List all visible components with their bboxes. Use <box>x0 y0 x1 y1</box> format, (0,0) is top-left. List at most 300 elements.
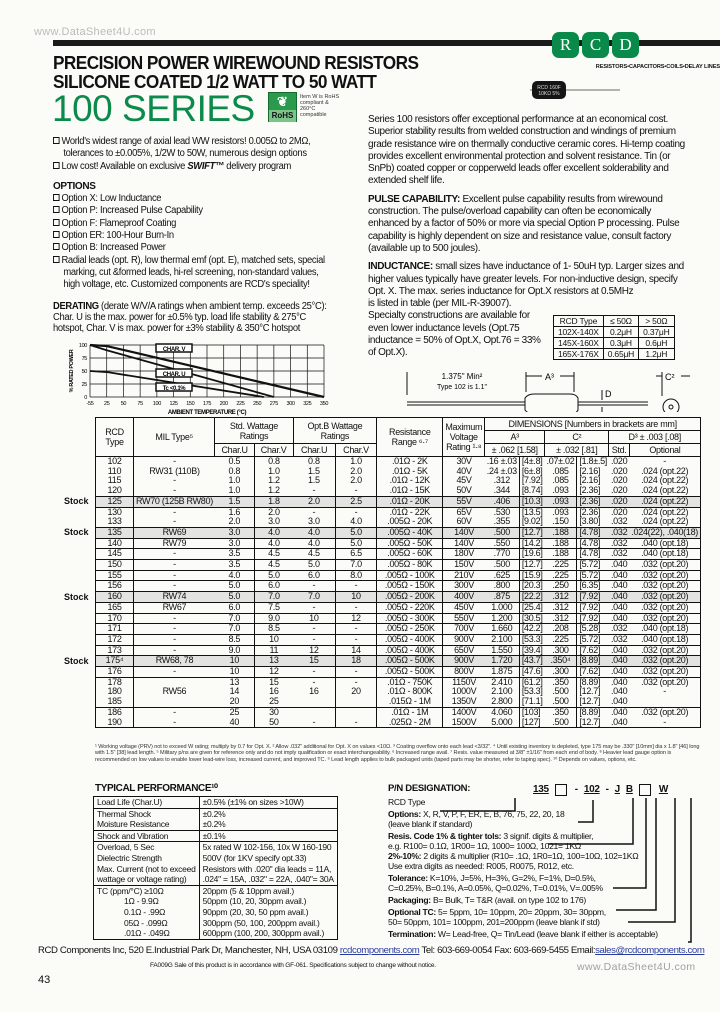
table-cell: .01Ω - 15K <box>377 486 443 496</box>
logo-letter: D <box>612 32 639 58</box>
table-cell: 140 <box>96 538 134 549</box>
table-cell: [2.16] <box>577 476 609 486</box>
table-cell: 0.1Ω - .99Ω <box>94 907 200 918</box>
table-cell: 133 <box>96 517 134 527</box>
performance-table <box>93 796 338 940</box>
table-row <box>96 697 701 707</box>
table-cell: .024 (opt.22) <box>641 465 689 476</box>
table-cell: 3.5 <box>215 549 254 560</box>
table-cell: .01Ω - 800K <box>377 687 443 697</box>
table-row <box>96 592 701 603</box>
table-cell: [20.3] <box>519 581 544 592</box>
table-row <box>96 527 701 538</box>
table-cell: RW56 <box>134 687 215 697</box>
checkbox-icon <box>53 162 60 169</box>
table-cell: Resistors with .020" dia leads = 11A, <box>199 864 337 875</box>
table-cell: 05Ω - .099Ω <box>94 918 200 929</box>
table-row <box>94 928 338 939</box>
dim-d-label: D <box>605 389 612 399</box>
col-c-tol: ± .032 [.81] <box>545 444 609 457</box>
table-cell: [47.6] <box>519 667 544 678</box>
table-cell: 1.0 <box>228 475 241 486</box>
pn-label: Tolerance: <box>388 873 428 883</box>
table-cell: 140V <box>443 527 485 538</box>
logo-letter: C <box>582 32 609 58</box>
col-optb-char-u: Char.U <box>293 444 335 457</box>
table-row <box>96 570 701 581</box>
table-cell: 140V <box>443 538 485 549</box>
table-cell: 180V <box>443 549 485 560</box>
table-cell: [6.35] <box>577 581 609 592</box>
table-cell: .312 <box>545 602 577 613</box>
table-cell: 4.0 <box>293 527 335 538</box>
rohs-badge <box>268 92 297 122</box>
table-cell: 25 <box>229 706 240 717</box>
table-cell: [61.2] <box>519 677 544 687</box>
table-cell: .350 <box>552 676 569 687</box>
table-cell: 1.8 <box>254 496 293 507</box>
table-cell: .025Ω - 2M <box>377 718 443 728</box>
table-cell: 1.6 <box>228 506 241 517</box>
table-cell: 160 <box>96 592 134 603</box>
dim-c-label: C² <box>665 372 675 382</box>
table-cell: 0.65μH <box>603 348 638 359</box>
table-cell: 145 <box>96 549 134 560</box>
table-cell: RW70 (125B RW80) <box>134 496 215 507</box>
table-cell: 0.5 <box>228 456 241 466</box>
option-item: Option B: Increased Power <box>61 242 166 254</box>
table-cell: 550V <box>443 613 485 624</box>
checkbox-icon <box>53 256 60 263</box>
derating-line: (derate W/V/A ratings when ambient temp. exceeds 25°C): <box>98 300 327 312</box>
table-cell: 10 <box>215 656 254 667</box>
website-link[interactable]: rcdcomponents.com <box>339 945 420 956</box>
table-cell <box>293 697 335 707</box>
y-tick-label: 100 <box>78 342 87 349</box>
derating-chart <box>66 337 336 417</box>
table-cell: .005Ω - 50K <box>377 538 443 549</box>
table-cell: .550 <box>485 538 520 549</box>
table-cell: .225 <box>545 634 577 645</box>
table-cell: .024" = 15A, .032" = 22A, .040"= 30A <box>199 874 337 885</box>
table-cell: 1.5 <box>215 496 254 507</box>
table-cell: 8.5 <box>215 634 254 645</box>
table-cell: 1150V <box>443 677 485 687</box>
dim-a-label: A³ <box>545 372 554 382</box>
table-cell: 0.6μH <box>639 337 674 348</box>
table-cell: [4.78] <box>577 549 609 560</box>
table-cell: .150 <box>545 517 577 527</box>
series-title: 100 SERIES <box>52 88 255 129</box>
table-cell: ±0.2% <box>199 819 337 830</box>
table-cell: 500V (for 1KV specify opt.33) <box>199 853 337 864</box>
pn-label: Resis. Code 1% & tighter tols: <box>388 831 502 841</box>
table-cell: - <box>293 624 335 635</box>
table-cell: - <box>335 624 377 635</box>
x-tick-label: 50 <box>120 400 127 407</box>
table-cell: 1000V <box>443 687 485 697</box>
table-row <box>96 624 701 635</box>
checkbox-icon <box>53 243 60 250</box>
table-cell: 0.8 <box>228 465 241 476</box>
table-cell: - <box>335 581 377 592</box>
stock-label: Stock <box>64 591 89 602</box>
table-cell: .01Ω - 20K <box>377 496 443 507</box>
pn-tol: J <box>614 784 620 795</box>
pn-pkg: B <box>625 784 633 795</box>
feature-bullets <box>53 136 358 173</box>
x-tick-label: 100 <box>152 400 161 407</box>
checkbox-icon <box>53 219 60 226</box>
table-cell: .01Ω - 12K <box>377 476 443 486</box>
inductance-table <box>553 315 675 360</box>
col-d: D³ ± .003 [.08] <box>609 431 701 444</box>
table-cell: 2.0 <box>335 476 377 486</box>
checkbox-icon <box>53 194 60 201</box>
table-cell: 1.000 <box>485 602 520 613</box>
logo-caption: RESISTORS•CAPACITORS•COILS•DELAY LINES <box>595 64 720 70</box>
pn-sep: - <box>574 784 578 795</box>
table-cell: 145X-160X <box>554 337 604 348</box>
table-cell: [5.72] <box>577 570 609 581</box>
table-cell: - <box>134 507 215 517</box>
photo-text: 10KΩ 5% <box>538 91 560 97</box>
table-cell: .005Ω - 20K <box>377 517 443 527</box>
table-cell: - <box>134 707 215 717</box>
pn-text: 3 signif. digits & multiplier, <box>501 831 594 841</box>
x-tick-label: 125 <box>169 400 178 407</box>
table-cell <box>335 697 377 707</box>
table-row <box>94 874 338 885</box>
table-cell: [15.9] <box>519 570 544 581</box>
table-cell: - <box>134 457 215 467</box>
pn-label: Packaging: <box>388 895 431 905</box>
table-cell: 1500V <box>443 718 485 728</box>
table-cell: 800V <box>443 667 485 678</box>
table-cell: .625 <box>485 570 520 581</box>
table-cell: 7.0 <box>215 613 254 624</box>
table-cell: [2.36] <box>577 486 609 496</box>
table-cell: - <box>293 581 335 592</box>
stock-label: Stock <box>64 655 89 666</box>
options-heading: OPTIONS <box>53 180 96 192</box>
table-row <box>94 896 338 907</box>
table-cell: .040 <box>610 666 628 677</box>
checkbox-icon <box>53 206 60 213</box>
table-cell: 300ppm (50, 100, 200ppm avail.) <box>199 918 337 929</box>
table-cell: 20 <box>335 687 377 697</box>
table-cell: 4.060 <box>491 706 513 717</box>
table-cell: - <box>293 602 335 613</box>
table-cell: .005Ω - 400K <box>377 645 443 656</box>
table-cell: .093 <box>545 496 577 507</box>
table-cell: .040 <box>610 601 628 612</box>
col-c: C² <box>545 431 609 444</box>
table-cell: ±0.5% (±1% on sizes >10W) <box>199 797 337 809</box>
stock-label: Stock <box>64 527 89 538</box>
table-row <box>94 864 338 875</box>
table-cell: .032 (opt.20) <box>629 656 700 667</box>
table-cell: .01Ω - .049Ω <box>94 928 200 939</box>
pulse-text: Excellent pulse capability results from wirewound construction. The pulse/overload capability can often be economically enhanced by a factor of 50% or more via special Option P processing. Pulse capability is highly dependent on size and resistance value, consult factory (available up to 500 joules). <box>368 193 680 254</box>
table-cell: .16 ±.03 <box>486 456 517 466</box>
table-cell: 1400V <box>443 707 485 717</box>
table-cell: [39.4] <box>519 645 544 656</box>
table-cell: .040 <box>610 676 628 687</box>
table-cell: .188 <box>545 538 577 549</box>
table-row <box>96 496 701 507</box>
pn-text: 2 digits & multiplier (R10= .1Ω, 1R0=1Ω, 100=10Ω, 102=1KΩ <box>421 851 639 861</box>
table-cell: .005Ω - 220K <box>377 602 443 613</box>
table-cell: - <box>134 645 215 656</box>
table-cell: TC (ppm/°C) ≥10Ω <box>94 885 200 896</box>
table-cell: [2.36] <box>577 496 609 507</box>
table-cell: 1.5 <box>308 465 320 476</box>
x-tick-label: 175 <box>202 400 212 407</box>
table-cell: 30V <box>443 457 485 467</box>
spec-notice: FA009G Sale of this product is in accordance with GF-061. Specifications subject to change without notice. <box>150 962 436 969</box>
table-cell: .225 <box>545 560 577 571</box>
table-cell: [3.80] <box>577 517 609 527</box>
table-cell: [12.7] <box>577 718 609 728</box>
rohs-label: RoHS <box>269 110 296 122</box>
table-cell: .500 <box>545 697 577 707</box>
pn-label: Options: <box>388 809 421 819</box>
table-cell: - <box>134 476 215 486</box>
pn-text: 50= 50ppm, 101= 100ppm, 201=200ppm (leave blank if std) <box>388 917 600 927</box>
table-cell: .032 <box>610 548 628 559</box>
table-cell: - <box>312 506 316 517</box>
col-dimensions: DIMENSIONS [Numbers in brackets are mm] <box>485 418 701 431</box>
title-line-2: SILICONE COATED 1/2 WATT TO 50 WATT <box>53 71 377 92</box>
table-cell: .01Ω - 750K <box>377 677 443 687</box>
table-cell: [12.7] <box>577 687 609 697</box>
email-link[interactable]: sales@rcdcomponents.com <box>595 945 705 956</box>
table-cell: .040 <box>610 696 628 707</box>
table-cell: .225 <box>545 570 577 581</box>
table-cell: 2.800 <box>485 697 520 707</box>
table-cell: .032 (opt.20) <box>629 645 700 656</box>
table-cell: 0.37μH <box>639 326 674 337</box>
table-cell: [9.02] <box>519 517 544 527</box>
table-cell: .005Ω - 200K <box>377 592 443 603</box>
table-cell: 2.100 <box>491 686 513 697</box>
specifications-table <box>95 417 701 728</box>
page-number: 43 <box>38 974 51 986</box>
table-cell: 13 <box>254 656 293 667</box>
table-cell: .032 (opt.20) <box>641 706 689 717</box>
table-cell: 190 <box>96 718 134 728</box>
table-cell: 175⁴ <box>96 656 134 667</box>
table-cell: .015Ω - 1M <box>377 697 443 707</box>
table-cell: .350⁴ <box>545 656 577 667</box>
table-cell: Shock and Vibration <box>94 830 200 842</box>
table-cell: RW74 <box>134 592 215 603</box>
table-cell: - <box>134 667 215 678</box>
series-label: CHAR. V <box>162 346 186 353</box>
col-optb-char-v: Char.V <box>335 444 377 457</box>
table-cell: 0.3μH <box>603 337 638 348</box>
table-cell: 10 <box>335 592 377 603</box>
footer-contact <box>38 945 704 956</box>
pn-label: Termination: <box>388 929 436 939</box>
table-cell: 4.0 <box>254 538 293 549</box>
table-row <box>96 634 701 645</box>
col-optb-wattage: Opt.B Wattage Ratings <box>293 418 377 444</box>
table-cell: .250 <box>545 581 577 592</box>
table-cell: .530 <box>493 506 510 517</box>
table-cell: .040 <box>610 569 628 580</box>
table-cell: [127] <box>519 718 544 728</box>
table-row <box>96 581 701 592</box>
table-cell: 1.550 <box>485 645 520 656</box>
pn-text: C=0.25%, B=0.1%, A=0.05%, Q=0.02%, T=0.01%, V=.005% <box>388 883 603 893</box>
watermark-bottom: www.DataSheet4U.com <box>577 961 696 973</box>
pn-text: 5= 5ppm, 10= 10ppm, 20= 20ppm, 30= 30ppm, <box>435 907 606 917</box>
table-cell: 2.410 <box>491 676 513 687</box>
table-cell: 150V <box>443 560 485 571</box>
table-cell: [22.2] <box>519 592 544 603</box>
table-cell: .020 <box>610 485 628 496</box>
table-cell: 5.0 <box>335 538 377 549</box>
table-cell: - <box>134 581 215 592</box>
bullet-text: World's widest range of axial lead WW resistors! 0.005Ω to 2MΩ, <box>61 136 311 147</box>
table-cell: .093 <box>552 506 569 517</box>
table-cell: - <box>312 676 316 687</box>
table-cell: - <box>335 486 377 496</box>
table-cell: 16 <box>309 686 319 697</box>
table-cell: 5.0 <box>335 527 377 538</box>
intro-text: Series 100 resistors offer exceptional performance at an economical cost. Superior stability results from welded construction and windings of premium grade resistance wire on thermally conductive ceramic cores. Hi-temp coating provides excellent environmental protection and solvent resistance. Tin (or SnPb) coated copper or copperweld leads offer excellent solderability and extended shelf life. <box>368 114 685 187</box>
pn-resis: 102 <box>583 784 600 795</box>
table-cell: Overload, 5 Sec <box>94 842 200 853</box>
table-cell: .01Ω - 1M <box>377 707 443 717</box>
table-cell: 50 <box>254 718 293 728</box>
table-cell: 9.0 <box>215 645 254 656</box>
table-cell: 5.0 <box>293 560 335 571</box>
table-cell: Moisture Resistance <box>94 819 200 830</box>
table-cell: .040 <box>610 612 628 623</box>
table-cell: 4.5 <box>293 549 335 560</box>
table-cell: 6.0 <box>254 581 293 592</box>
table-cell: [5.72] <box>577 560 609 571</box>
table-cell: 7.0 <box>293 592 335 603</box>
table-cell: 12 <box>254 667 293 678</box>
table-cell: .032 (opt.20) <box>629 592 700 603</box>
table-cell: .040 <box>610 644 628 655</box>
table-cell: 185 <box>96 697 134 707</box>
table-cell: 110 <box>96 467 134 477</box>
table-cell: 9.0 <box>254 613 293 624</box>
table-cell: 2.5 <box>335 496 377 507</box>
x-tick-label: 350 <box>319 400 329 407</box>
table-cell: 3.0 <box>254 517 293 527</box>
table-cell: .312 <box>493 475 510 486</box>
table-cell: 150 <box>96 560 134 571</box>
table-cell: .300 <box>545 667 577 678</box>
table-cell: ±0.1% <box>199 830 337 842</box>
option-item: marking, cut &formed leads, hi-rel screening, non-standard values, <box>63 266 319 278</box>
table-cell: RW69 <box>134 527 215 538</box>
col-a: A³ <box>485 431 545 444</box>
table-cell: - <box>293 486 335 496</box>
table-cell: .005Ω - 100K <box>377 570 443 581</box>
performance-heading: TYPICAL PERFORMANCE¹⁰ <box>95 783 218 794</box>
table-cell: .085 <box>552 475 569 486</box>
bullet-text: tolerances to ±0.005%, 1/2W to 50W, numerous design options <box>63 148 307 160</box>
table-cell: > 50Ω <box>639 315 674 326</box>
table-cell: .032 (opt.20) <box>629 560 700 571</box>
table-cell: - <box>134 624 215 635</box>
table-cell: 300V <box>443 581 485 592</box>
table-cell: 600ppm (100, 200, 300ppm avail.) <box>199 928 337 939</box>
table-cell: 4.5 <box>254 560 293 571</box>
table-cell: .020 <box>610 506 628 517</box>
table-cell: .07±.02 <box>546 456 575 466</box>
table-cell: .040 (opt.18) <box>629 624 700 635</box>
table-cell: 171 <box>96 624 134 635</box>
table-cell: 2.0 <box>335 467 377 477</box>
table-cell: 12 <box>335 613 377 624</box>
option-item: Option P: Increased Pulse Capability <box>61 205 203 217</box>
table-cell: [4.78] <box>577 538 609 549</box>
table-cell: [53.3] <box>519 634 544 645</box>
option-item: Option X: Low Inductance <box>61 193 162 205</box>
table-cell: .032 (opt.20) <box>629 602 700 613</box>
checkbox-icon <box>53 231 60 238</box>
table-cell: 170 <box>96 613 134 624</box>
table-cell: .032 <box>610 516 628 527</box>
description <box>368 114 686 360</box>
table-row <box>96 486 701 496</box>
x-tick-label: 150 <box>186 400 195 407</box>
table-cell: 2.0 <box>293 496 335 507</box>
table-cell: 15 <box>293 656 335 667</box>
table-row <box>96 517 701 527</box>
table-cell: - <box>629 718 700 728</box>
table-cell: [6±.8] <box>519 467 544 477</box>
rohs-note: Item W is RoHS compliant & 260°C compatible <box>300 94 340 118</box>
table-cell: .020 <box>610 465 628 476</box>
table-cell: 5.0 <box>215 592 254 603</box>
table-cell: 12 <box>293 645 335 656</box>
table-cell: - <box>335 602 377 613</box>
table-cell: .005Ω - 400K <box>377 634 443 645</box>
table-cell: .040 (opt.18) <box>629 634 700 645</box>
table-row <box>554 348 675 359</box>
table-cell: ≤ 50Ω <box>603 315 638 326</box>
table-cell: 125 <box>96 496 134 507</box>
table-cell: 5.0 <box>215 581 254 592</box>
table-cell: 1Ω - 9.9Ω <box>94 896 200 907</box>
table-header <box>554 315 675 326</box>
table-cell: [7.62] <box>577 667 609 678</box>
watermark: www.DataSheet4U.com <box>34 26 156 38</box>
table-cell: 186 <box>96 707 134 717</box>
table-cell: .032 (opt.20) <box>629 667 700 678</box>
table-cell: .312 <box>545 613 577 624</box>
table-cell: RW79 <box>134 538 215 549</box>
table-cell: 900V <box>443 634 485 645</box>
table-cell: .024 (opt.22) <box>641 475 689 486</box>
table-cell: 1.0 <box>215 486 254 496</box>
col-std-wattage: Std. Wattage Ratings <box>215 418 293 444</box>
table-row <box>96 602 701 613</box>
table-cell: 25 <box>254 697 293 707</box>
table-row <box>96 560 701 571</box>
table-cell: 4.0 <box>215 570 254 581</box>
table-row <box>94 853 338 864</box>
